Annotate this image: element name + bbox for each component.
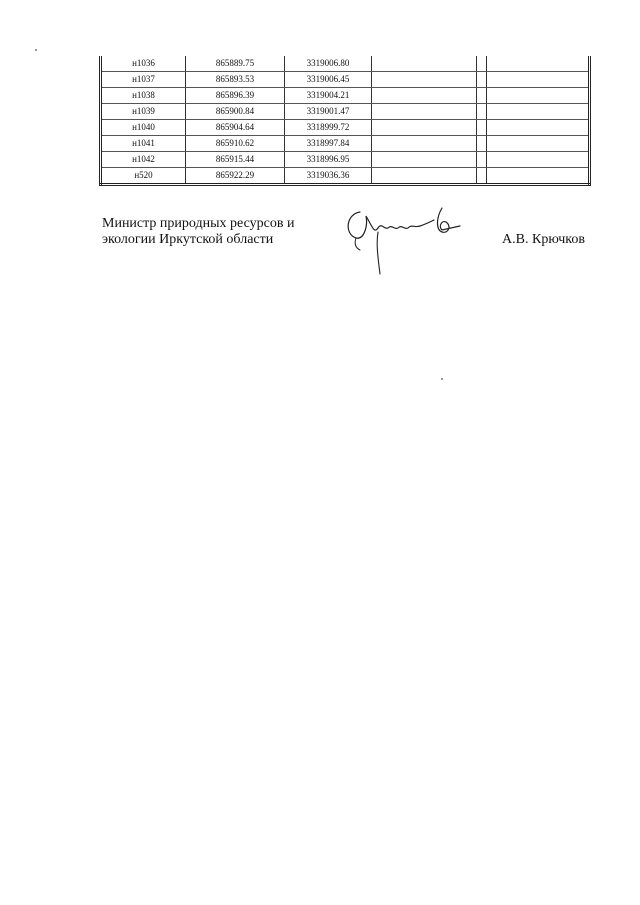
empty-cell bbox=[372, 104, 477, 120]
point-number-cell: н1042 bbox=[101, 152, 186, 168]
empty-cell bbox=[487, 72, 590, 88]
table-row bbox=[101, 104, 590, 120]
empty-cell bbox=[487, 168, 590, 185]
table-row bbox=[101, 168, 590, 185]
y-coordinate-cell: 3319006.80 bbox=[285, 56, 372, 72]
y-coordinate-cell: 3319004.21 bbox=[285, 88, 372, 104]
signer-title-line2: экологии Иркутской области bbox=[102, 232, 274, 247]
scan-speck bbox=[35, 49, 37, 51]
empty-cell bbox=[477, 168, 487, 185]
signer-title bbox=[102, 216, 294, 248]
y-coordinate-cell: 3318997.84 bbox=[285, 136, 372, 152]
empty-cell bbox=[477, 88, 487, 104]
x-coordinate-cell: 865893.53 bbox=[186, 72, 285, 88]
empty-cell bbox=[372, 152, 477, 168]
point-number-cell: н1039 bbox=[101, 104, 186, 120]
y-coordinate-cell: 3319006.45 bbox=[285, 72, 372, 88]
y-coordinate-cell: 3318999.72 bbox=[285, 120, 372, 136]
empty-cell bbox=[487, 120, 590, 136]
table-row bbox=[101, 152, 590, 168]
scan-speck bbox=[441, 378, 443, 380]
signer-name: А.В. Крючков bbox=[502, 232, 585, 247]
empty-cell bbox=[477, 120, 487, 136]
table-row bbox=[101, 120, 590, 136]
point-number-cell: н1036 bbox=[101, 56, 186, 72]
empty-cell bbox=[487, 136, 590, 152]
coordinates-table bbox=[99, 56, 591, 186]
empty-cell bbox=[477, 56, 487, 72]
x-coordinate-cell: 865910.62 bbox=[186, 136, 285, 152]
table-row bbox=[101, 56, 590, 72]
signature-block bbox=[102, 216, 587, 286]
empty-cell bbox=[477, 152, 487, 168]
empty-cell bbox=[487, 56, 590, 72]
x-coordinate-cell: 865900.84 bbox=[186, 104, 285, 120]
empty-cell bbox=[487, 88, 590, 104]
signer-title-line1: Министр природных ресурсов и bbox=[102, 216, 295, 231]
empty-cell bbox=[477, 104, 487, 120]
x-coordinate-cell: 865922.29 bbox=[186, 168, 285, 185]
empty-cell bbox=[372, 88, 477, 104]
empty-cell bbox=[372, 168, 477, 185]
x-coordinate-cell: 865896.39 bbox=[186, 88, 285, 104]
point-number-cell: н1037 bbox=[101, 72, 186, 88]
empty-cell bbox=[487, 104, 590, 120]
point-number-cell: н1040 bbox=[101, 120, 186, 136]
empty-cell bbox=[372, 136, 477, 152]
table-row bbox=[101, 88, 590, 104]
empty-cell bbox=[372, 56, 477, 72]
y-coordinate-cell: 3319036.36 bbox=[285, 168, 372, 185]
x-coordinate-cell: 865915.44 bbox=[186, 152, 285, 168]
y-coordinate-cell: 3318996.95 bbox=[285, 152, 372, 168]
coordinates-table-body bbox=[101, 56, 590, 185]
x-coordinate-cell: 865889.75 bbox=[186, 56, 285, 72]
point-number-cell: н1038 bbox=[101, 88, 186, 104]
point-number-cell: н1041 bbox=[101, 136, 186, 152]
table-row bbox=[101, 136, 590, 152]
point-number-cell: н520 bbox=[101, 168, 186, 185]
empty-cell bbox=[372, 72, 477, 88]
empty-cell bbox=[487, 152, 590, 168]
table-row bbox=[101, 72, 590, 88]
x-coordinate-cell: 865904.64 bbox=[186, 120, 285, 136]
empty-cell bbox=[477, 136, 487, 152]
y-coordinate-cell: 3319001.47 bbox=[285, 104, 372, 120]
handwritten-signature-icon bbox=[342, 204, 472, 284]
empty-cell bbox=[477, 72, 487, 88]
empty-cell bbox=[372, 120, 477, 136]
